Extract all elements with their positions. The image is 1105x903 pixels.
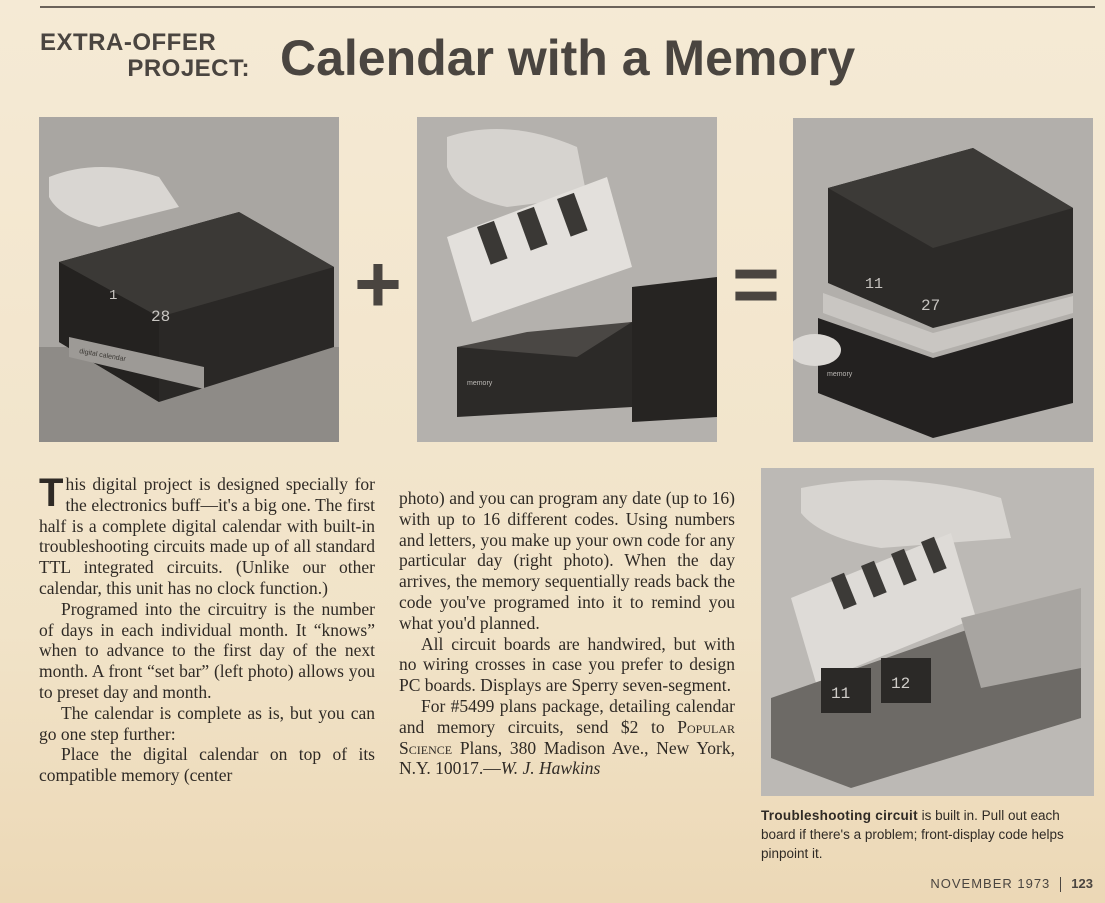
memory-illustration (417, 117, 717, 442)
photo-troubleshooting-circuit (761, 468, 1094, 796)
stacked-illustration (793, 118, 1093, 442)
photo-stacked-units (793, 118, 1093, 442)
issue-date: NOVEMBER 1973 (930, 876, 1051, 891)
right-display-day: 27 (921, 297, 941, 315)
article-column-1 (39, 471, 375, 786)
left-front-label: digital calendar (78, 348, 127, 364)
article-headline: Calendar with a Memory (280, 30, 856, 86)
paragraph-program-date: photo) and you can program any date (up to 16) with up to 16 different codes. Using numbers and letters, you make up your own code for any particular day (right photo). When the day arrives, the memory sequentially reads back the code you've programed into it to remind you what you'd planned. (399, 488, 735, 633)
right-front-label: memory (827, 371, 853, 378)
calendar-illustration (39, 117, 339, 442)
drop-cap: T (39, 471, 64, 515)
author-byline: W. J. Hawkins (500, 758, 601, 779)
order-text-start: For #5499 plans package, detailing calendar and memory circuits, send $2 to (399, 695, 735, 737)
photo-digital-calendar (39, 117, 339, 442)
plus-sign: + (354, 239, 402, 330)
article-column-2 (399, 488, 735, 779)
kicker-line-1: EXTRA-OFFER (40, 29, 217, 56)
circuit-illustration (761, 468, 1094, 796)
right-display-month: 11 (865, 276, 884, 293)
caption-lead: Troubleshooting circuit (761, 808, 918, 823)
kicker-line-2: PROJECT: (127, 55, 250, 82)
left-display-month: 1 (109, 288, 118, 304)
paragraph-place: Place the digital calendar on top of its compatible memory (center (39, 744, 375, 786)
photo-caption (761, 806, 1097, 863)
paragraph-handwired: All circuit boards are handwired, but with no wiring crosses in case you prefer to design PC boards. Displays are Sperry seven-segment. (399, 633, 735, 696)
paragraph-complete: The calendar is complete as is, but you can go one step further: (39, 702, 375, 744)
paragraph-programed: Programed into the circuitry is the number of days in each individual month. It “knows” when to advance to the first day of the next month. A front “set bar” (left photo) allows you to preset day and month. (39, 598, 375, 702)
left-display-day: 28 (151, 308, 171, 326)
board-label-1: 11 (831, 685, 851, 703)
section-kicker (40, 30, 250, 82)
order-text-address: Plans, 380 Madison Ave., New York, N.Y. 10017.— (399, 737, 735, 779)
top-rule (40, 6, 1095, 8)
page-number: 123 (1071, 876, 1093, 891)
photo-memory-unit (417, 117, 717, 442)
paragraph-intro (39, 471, 375, 599)
caption-text: is built in. Pull out each board if there's a problem; front-display code helps pinpoint it. (761, 808, 1064, 861)
equals-sign: = (732, 239, 780, 330)
paragraph-order-info (399, 696, 735, 779)
publisher-name: Popular Science (399, 716, 735, 758)
page-footer (930, 876, 1093, 892)
board-label-2: 12 (891, 675, 911, 693)
footer-separator (1060, 877, 1061, 892)
intro-text: his digital project is designed specially for the electronics buff—it's a big one. The first half is a complete digital calendar with built-in troubleshooting circuits made up of all standard TTL integrated circuits. (Unlike our other calendar, this unit has no clock function.) (39, 474, 375, 598)
center-front-label: memory (467, 380, 493, 387)
